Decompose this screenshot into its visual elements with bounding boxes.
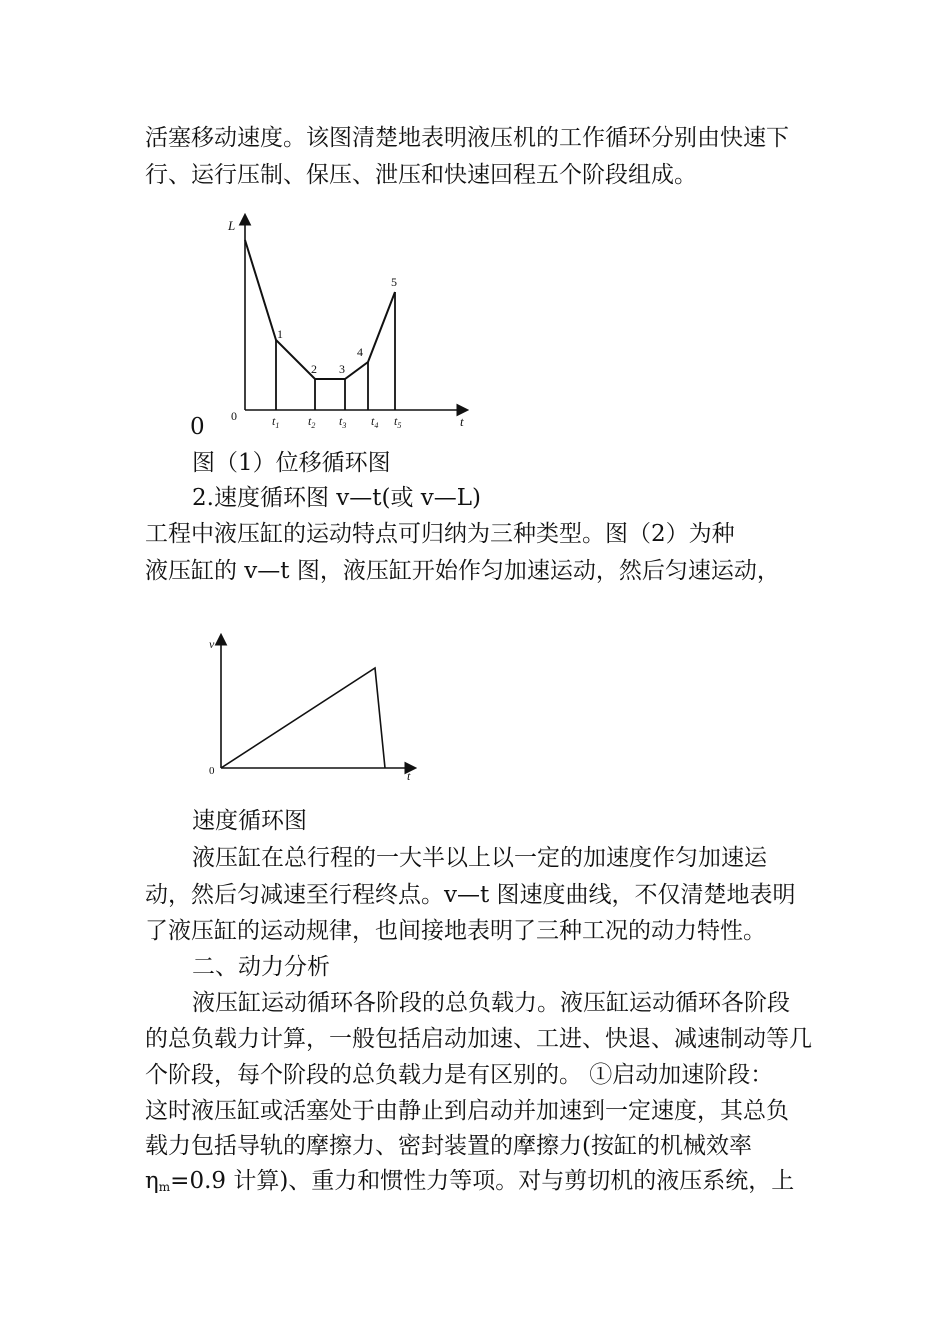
types-line-1: 工程中液压缸的运动特点可归纳为三种类型。图（2）为种 [145, 521, 735, 547]
point-label-5: 5 [391, 275, 397, 289]
time-label-t1: $t_1$ [272, 414, 280, 430]
point-label-4: 4 [357, 345, 363, 359]
dynamics-line-1: 液压缸运动循环各阶段的总负载力。液压缸运动循环各阶段 [192, 990, 790, 1016]
displacement-curve [245, 240, 395, 379]
y-axis-label: v [209, 637, 215, 651]
point-label-3: 3 [339, 362, 345, 376]
figure1-caption: 图（1）位移循环图 [192, 450, 391, 476]
velocity-curve [221, 668, 385, 768]
dynamics-line-5: 载力包括导轨的摩擦力、密封装置的摩擦力(按缸的机械效率 [145, 1133, 752, 1159]
time-label-t2: $t_2$ [308, 414, 316, 430]
time-label-t5: $t_5$ [394, 414, 402, 430]
dynamics-line-3: 个阶段，每个阶段的总负载力是有区别的。 ①启动加速阶段： [145, 1062, 774, 1088]
time-label-t3: $t_3$ [339, 414, 347, 430]
x-axis-label: t [460, 414, 464, 429]
dynamics-line-6-rest: =0.9 计算)、重力和惯性力等项。对与剪切机的液压系统，上 [170, 1168, 795, 1194]
accel-line-1: 液压缸在总行程的一大半以上以一定的加速度作匀加速运 [192, 845, 767, 871]
intro-line-2: 行、运行压制、保压、泄压和快速回程五个阶段组成。 [145, 162, 697, 188]
origin-label: 0 [231, 409, 237, 423]
accel-line-3: 了液压缸的运动规律，也间接地表明了三种工况的动力特性。 [145, 918, 766, 944]
dynamics-line-4: 这时液压缸或活塞处于由静止到启动并加速到一定速度，其总负 [145, 1098, 789, 1124]
origin-label: 0 [209, 765, 215, 777]
dynamics-line-6 [145, 1166, 810, 1202]
y-axis-label: L [228, 218, 236, 233]
section2-heading: 2.速度循环图 v—t(或 v—L) [192, 485, 482, 511]
accel-line-2: 动，然后匀减速至行程终点。v—t 图速度曲线，不仅清楚地表明 [145, 882, 796, 908]
eta-symbol: η [145, 1168, 159, 1194]
intro-line-1: 活塞移动速度。该图清楚地表明液压机的工作循环分别由快速下 [145, 125, 789, 151]
x-axis-label: t [407, 769, 411, 783]
dynamics-heading: 二、动力分析 [192, 954, 330, 980]
dynamics-line-2: 的总负载力计算，一般包括启动加速、工进、快退、减速制动等几 [145, 1026, 812, 1052]
displacement-cycle-figure [220, 210, 480, 435]
time-label-t4: $t_4$ [371, 414, 379, 430]
velocity-cycle-figure [200, 628, 430, 788]
eta-subscript: m [158, 1180, 171, 1194]
figure2-caption: 速度循环图 [192, 808, 307, 834]
point-label-1: 1 [277, 327, 283, 341]
point-label-2: 2 [311, 362, 317, 376]
types-line-2: 液压缸的 v—t 图，液压缸开始作匀加速运动，然后匀速运动， [145, 558, 780, 584]
stray-zero: 0 [190, 414, 205, 440]
